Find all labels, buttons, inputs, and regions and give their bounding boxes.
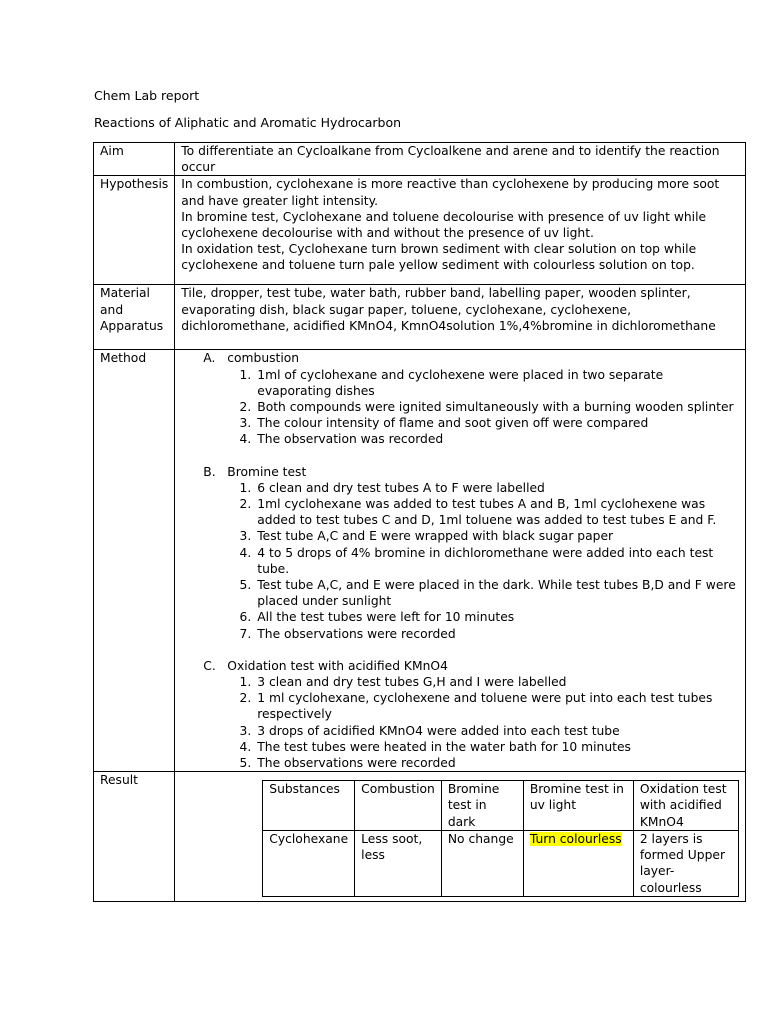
method-step: 3. The colour intensity of flame and soot given off were compared	[239, 416, 649, 431]
hypothesis-line: In oxidation test, Cyclohexane turn brown sediment with clear solution on top while cyclohexene and toluene turn pale yellow sediment with colourless solution on top.	[181, 242, 697, 273]
method-section-a	[203, 350, 739, 447]
material-text: Tile, dropper, test tube, water bath, rubber band, labelling paper, wooden splinter, evaporating dish, black sugar paper, toluene, cyclohexane, cyclohexene, dichloromethane, acidified KMnO4, KmnO4solution 1%,4%bromine in dichloromethane	[175, 285, 746, 350]
result-header-row	[263, 781, 739, 831]
material-label	[94, 285, 175, 350]
material-label-line: Apparatus	[100, 318, 164, 333]
section-title: Bromine test	[227, 464, 307, 479]
aim-text: To differentiate an Cycloalkane from Cycloalkene and arene and to identify the reaction occur	[175, 143, 746, 176]
result-header-cell: Oxidation test with acidified KMnO4	[633, 781, 738, 831]
method-step: 7. The observations were recorded	[239, 626, 456, 641]
method-step: 2. 1 ml cyclohexane, cyclohexene and toluene were put into each test tubes respectively	[239, 691, 713, 722]
method-step: 4. The test tubes were heated in the water bath for 10 minutes	[239, 739, 631, 754]
method-step: 3. 3 drops of acidified KMnO4 were added into each test tube	[239, 723, 620, 738]
method-step: 1. 6 clean and dry test tubes A to F were labelled	[239, 480, 545, 495]
aim-row	[94, 143, 746, 176]
hypothesis-line: In combustion, cyclohexane is more reactive than cyclohexene by producing more soot and have greater light intensity.	[181, 177, 720, 208]
result-cell-highlight	[523, 830, 633, 896]
section-letter: B.	[203, 464, 216, 479]
result-cell: No change	[441, 830, 523, 896]
method-label: Method	[94, 350, 175, 772]
document-subtitle: Reactions of Aliphatic and Aromatic Hydrocarbon	[94, 115, 402, 130]
document-title: Chem Lab report	[94, 88, 200, 103]
method-step: 5. The observations were recorded	[239, 756, 456, 771]
result-cell: 2 layers is formed Upper layer- colourless	[633, 830, 738, 896]
result-data-row	[263, 830, 739, 896]
result-row	[94, 772, 746, 901]
hypothesis-label: Hypothesis	[94, 176, 175, 285]
hypothesis-text	[175, 176, 746, 285]
section-title: combustion	[227, 351, 300, 366]
method-step: 1. 1ml of cyclohexane and cyclohexene were placed in two separate evaporating dishes	[239, 367, 664, 398]
result-cell: Cyclohexane	[263, 830, 355, 896]
section-letter: A.	[203, 351, 216, 366]
section-title: Oxidation test with acidified KMnO4	[227, 658, 448, 673]
method-step: 1. 3 clean and dry test tubes G,H and I were labelled	[239, 675, 567, 690]
method-step: 3. Test tube A,C and E were wrapped with black sugar paper	[239, 529, 614, 544]
highlighted-text: Turn colourless	[529, 831, 622, 846]
method-step: 5. Test tube A,C, and E were placed in the dark. While test tubes B,D and F were placed under sunlight	[239, 578, 736, 609]
result-cell: Less soot, less	[355, 830, 442, 896]
method-step: 6. All the test tubes were left for 10 minutes	[239, 610, 515, 625]
material-row	[94, 285, 746, 350]
material-label-line: Material	[100, 286, 150, 301]
lab-report-table	[93, 142, 746, 902]
result-content	[175, 772, 746, 901]
hypothesis-line: In bromine test, Cyclohexane and toluene decolourise with presence of uv light while cyclohexene decolourise with and without the presence of uv light.	[181, 209, 707, 241]
result-header-cell: Bromine test in dark	[441, 781, 523, 831]
hypothesis-row	[94, 176, 746, 285]
section-letter: C.	[203, 658, 216, 673]
method-step: 2. 1ml cyclohexane was added to test tubes A and B, 1ml cyclohexene was added to test tubes C and D, 1ml toluene was added to test tubes E and F.	[239, 497, 717, 528]
method-section-c	[203, 658, 739, 771]
method-section-b	[203, 464, 739, 642]
method-content	[175, 350, 746, 772]
aim-label: Aim	[94, 143, 175, 176]
result-header-cell: Bromine test in uv light	[523, 781, 633, 831]
method-step: 4. 4 to 5 drops of 4% bromine in dichloromethane were added into each test tube.	[239, 545, 714, 576]
method-step: 2. Both compounds were ignited simultaneously with a burning wooden splinter	[239, 400, 734, 415]
result-table	[262, 780, 739, 896]
method-row	[94, 350, 746, 772]
result-header-cell: Substances	[263, 781, 355, 831]
method-step: 4. The observation was recorded	[239, 432, 444, 447]
result-header-cell: Combustion	[355, 781, 442, 831]
material-label-line: and	[100, 302, 124, 317]
result-label: Result	[94, 772, 175, 901]
